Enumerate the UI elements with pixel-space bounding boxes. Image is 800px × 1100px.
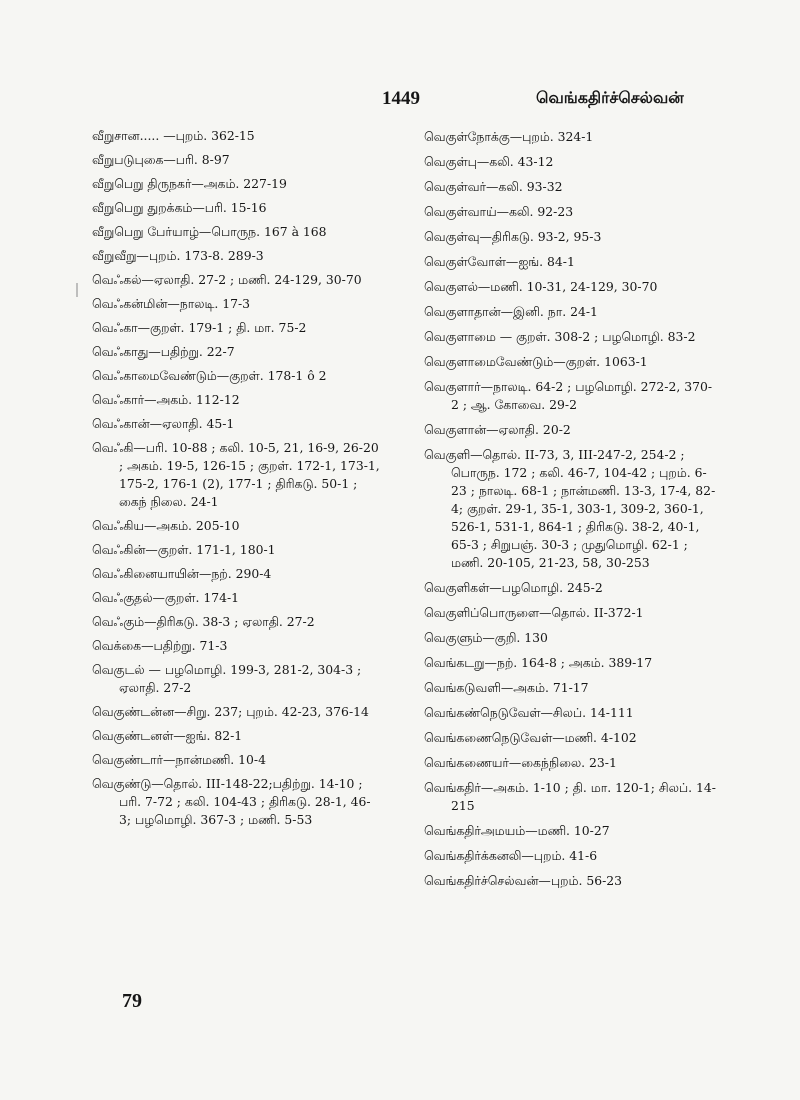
index-entry: வெங்கண்நெடுவேள்—சிலப். 14-111 (424, 705, 634, 720)
index-entry: வெகுளார்—நாலடி. 64-2 ; பழமொழி. 272-2, 370-2 ; ஆ. கோவை. 29-2 (424, 379, 713, 412)
index-entry: வெஃகுதல்—குறள். 174-1 (92, 590, 240, 605)
index-entry: வெகுண்டனள்—ஐங். 82-1 (92, 728, 243, 743)
index-entry: வெகுள்பு—கலி. 43-12 (424, 154, 554, 169)
page-number: 1449 (382, 88, 420, 109)
index-entry: வெஃகினையாயின்—நற். 290-4 (92, 566, 272, 581)
index-entry: வெகுள்வர்—கலி. 93-32 (424, 179, 563, 194)
index-entry: வெங்கதிர்—அகம். 1-10 ; தி. மா. 120-1; சிலப். 14-215 (424, 780, 716, 813)
index-entry: வெஃகி—பரி. 10-88 ; கலி. 10-5, 21, 16-9, 26-20 ; அகம். 19-5, 126-15 ; குறள். 172-1, 173-1, 175-2, 176-1 (2), 177-1 ; திரிகடு. 50-1 ; கைந் நிலை. 24-1 (92, 440, 380, 509)
index-entry: வெங்கதிர்அமயம்—மணி. 10-27 (424, 823, 610, 838)
index-entry: வீறுசான..... —புறம். 362-15 (92, 128, 255, 143)
index-entry: வெங்கடறு—நற். 164-8 ; அகம். 389-17 (424, 655, 653, 670)
footer-number: 79 (122, 990, 142, 1012)
index-entry: வீறுபெறு பேர்யாழ்—பொருந. 167 à 168 (92, 224, 327, 239)
index-entry: வெஃகா—குறள். 179-1 ; தி. மா. 75-2 (92, 320, 307, 335)
index-entry: வெகுள்வோள்—ஐங். 84-1 (424, 254, 575, 269)
index-entry: வெஃகன்மின்—நாலடி. 17-3 (92, 296, 251, 311)
index-entry: வெகுளி—தொல். II-73, 3, III-247-2, 254-2 ; பொருந. 172 ; கலி. 46-7, 104-42 ; புறம். 6-23 ; நாலடி. 68-1 ; நான்மணி. 13-3, 17-4, 82-4; குறள். 29-1, 35-1, 303-1, 309-2, 360-1, 526-1, 531-1, 864-1 ; திரிகடு. 38-2, 40-1, 65-3 ; சிறுபஞ். 30-3 ; முதுமொழி. 62-1 ; மணி. 20-105, 21-23, 58, 30-253 (424, 447, 716, 570)
index-column-right (424, 128, 716, 897)
index-column-left (92, 127, 382, 835)
running-head: வெங்கதிர்ச்செல்வன் (536, 88, 684, 107)
index-entry: வெங்கதிர்க்கனலி—புறம். 41-6 (424, 848, 598, 863)
index-entry: வீறுபெறு திருநகர்—அகம். 227-19 (92, 176, 287, 191)
index-entry: வெஃகும்—திரிகடு. 38-3 ; ஏலாதி. 27-2 (92, 614, 315, 629)
index-entry: வீறுபடுபுகை—பரி. 8-97 (92, 152, 230, 167)
index-entry: வெக்கை—பதிற்று. 71-3 (92, 638, 228, 653)
index-entry: வெஃகிய—அகம். 205-10 (92, 518, 240, 533)
index-entry: வெங்கதிர்ச்செல்வன்—புறம். 56-23 (424, 873, 623, 888)
index-entry: வெகுண்டார்—நான்மணி. 10-4 (92, 752, 266, 767)
index-entry: வெஃகாமைவேண்டும்—குறள். 178-1 ô 2 (92, 368, 327, 383)
index-entry: வெகுளான்—ஏலாதி. 20-2 (424, 422, 571, 437)
index-entry: வெகுளாமைவேண்டும்—குறள். 1063-1 (424, 354, 648, 369)
index-entry: வெகுளிப்பொருளை—தொல். II-372-1 (424, 605, 644, 620)
index-entry: வெகுள்நோக்கு—புறம். 324-1 (424, 129, 594, 144)
index-entry: வெகுண்டன்ன—சிறு. 237; புறம். 42-23, 376-14 (92, 704, 369, 719)
index-entry: வெகுளிகள்—பழமொழி. 245-2 (424, 580, 603, 595)
index-entry: வெஃகாது—பதிற்று. 22-7 (92, 344, 235, 359)
index-entry: வீறுபெறு துறக்கம்—பரி. 15-16 (92, 200, 267, 215)
index-entry: வெகுள்வாய்—கலி. 92-23 (424, 204, 574, 219)
index-entry: வெங்கணையர்—கைந்நிலை. 23-1 (424, 755, 617, 770)
index-entry: வெஃகார்—அகம். 112-12 (92, 392, 240, 407)
index-entry: வெகுளும்—குறி. 130 (424, 630, 548, 645)
index-entry: வீறுவீறு—புறம். 173-8. 289-3 (92, 248, 264, 263)
index-entry: வெஃகின்—குறள். 171-1, 180-1 (92, 542, 276, 557)
scan-artifact (76, 283, 78, 297)
index-entry: வெகுளாதான்—இனி. நா. 24-1 (424, 304, 598, 319)
index-entry: வெகுள்வு—திரிகடு. 93-2, 95-3 (424, 229, 602, 244)
index-entry: வெஃகான்—ஏலாதி. 45-1 (92, 416, 235, 431)
index-entry: வெகுளாமை — குறள். 308-2 ; பழமொழி. 83-2 (424, 329, 696, 344)
index-entry: வெகுண்டு—தொல். III-148-22;பதிற்று. 14-10 ; பரி. 7-72 ; கலி. 104-43 ; திரிகடு. 28-1, 46-3; பழமொழி. 367-3 ; மணி. 5-53 (92, 776, 371, 827)
index-entry: வெங்கணைநெடுவேள்—மணி. 4-102 (424, 730, 637, 745)
index-entry: வெகுடல் — பழமொழி. 199-3, 281-2, 304-3 ; ஏலாதி. 27-2 (92, 662, 362, 695)
index-entry: வெகுளல்—மணி. 10-31, 24-129, 30-70 (424, 279, 658, 294)
index-entry: வெஃகல்—ஏலாதி. 27-2 ; மணி. 24-129, 30-70 (92, 272, 362, 287)
index-entry: வெங்கடுவளி—அகம். 71-17 (424, 680, 589, 695)
